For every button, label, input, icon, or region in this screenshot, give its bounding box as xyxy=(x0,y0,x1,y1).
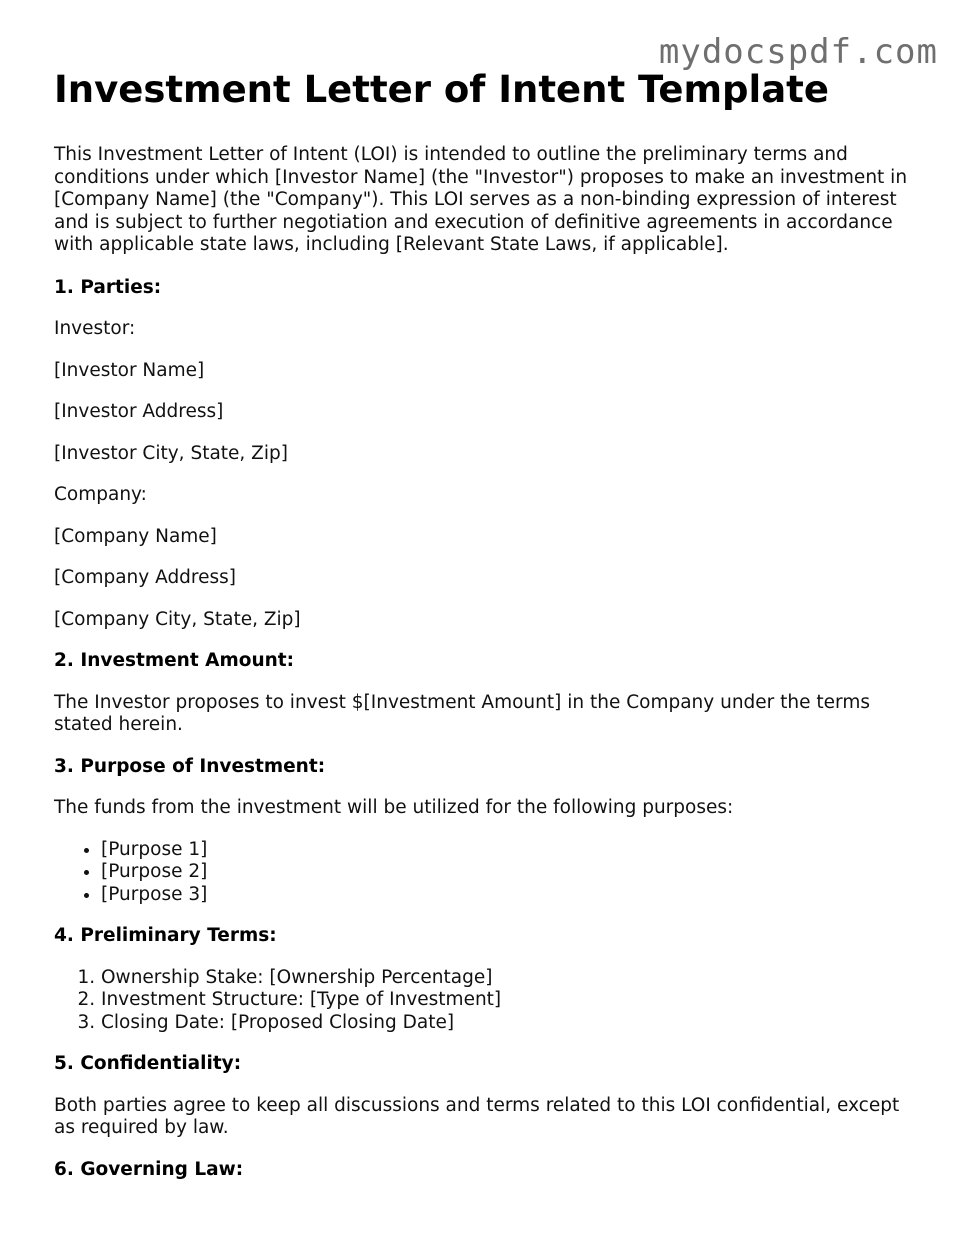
list-item: 1. Ownership Stake: [Ownership Percentage] xyxy=(101,967,924,990)
section-heading-parties: 1. Parties: xyxy=(54,276,162,298)
investor-name: [Investor Name] xyxy=(54,359,205,381)
section-heading-governing-law: 6. Governing Law: xyxy=(54,1158,244,1180)
watermark: mydocspdf.com xyxy=(658,32,938,72)
list-item: 3. Closing Date: [Proposed Closing Date] xyxy=(101,1012,924,1035)
purpose-list xyxy=(54,839,924,907)
section-heading-purpose: 3. Purpose of Investment: xyxy=(54,755,326,777)
intro-paragraph: This Investment Letter of Intent (LOI) is intended to outline the preliminary terms and conditions under which [Investor Name] (the "Investor") proposes to make an investment in [Company Name] (the "Company"). This LOI serves as a non-binding expression of interest and is subject to further negotiation and execution of definitive agreements in accordance with applicable state laws, including [Relevant State Laws, if applicable]. xyxy=(54,144,908,255)
investor-city: [Investor City, State, Zip] xyxy=(54,442,288,464)
company-label: Company: xyxy=(54,484,147,505)
list-item: • [Purpose 1] xyxy=(101,839,924,862)
confidentiality-paragraph: Both parties agree to keep all discussions and terms related to this LOI confidential, except as required by law. xyxy=(54,1094,900,1138)
list-item: 2. Investment Structure: [Type of Investment] xyxy=(101,989,924,1012)
section-heading-amount: 2. Investment Amount: xyxy=(54,650,295,671)
company-address: [Company Address] xyxy=(54,567,237,588)
amount-paragraph: The Investor proposes to invest $[Investment Amount] in the Company under the terms stated herein. xyxy=(54,691,870,735)
investor-label: Investor: xyxy=(54,318,136,339)
company-city: [Company City, State, Zip] xyxy=(54,608,301,630)
document-page xyxy=(54,66,924,1200)
section-heading-terms: 4. Preliminary Terms: xyxy=(54,925,277,946)
document-title: Investment Letter of Intent Template xyxy=(54,68,829,111)
terms-list xyxy=(54,967,924,1035)
purpose-paragraph: The funds from the investment will be utilized for the following purposes: xyxy=(54,797,734,818)
list-item: • [Purpose 2] xyxy=(101,861,924,884)
section-heading-confidentiality: 5. Confidentiality: xyxy=(54,1053,242,1074)
investor-address: [Investor Address] xyxy=(54,401,224,422)
company-name: [Company Name] xyxy=(54,525,217,547)
list-item: • [Purpose 3] xyxy=(101,884,924,907)
